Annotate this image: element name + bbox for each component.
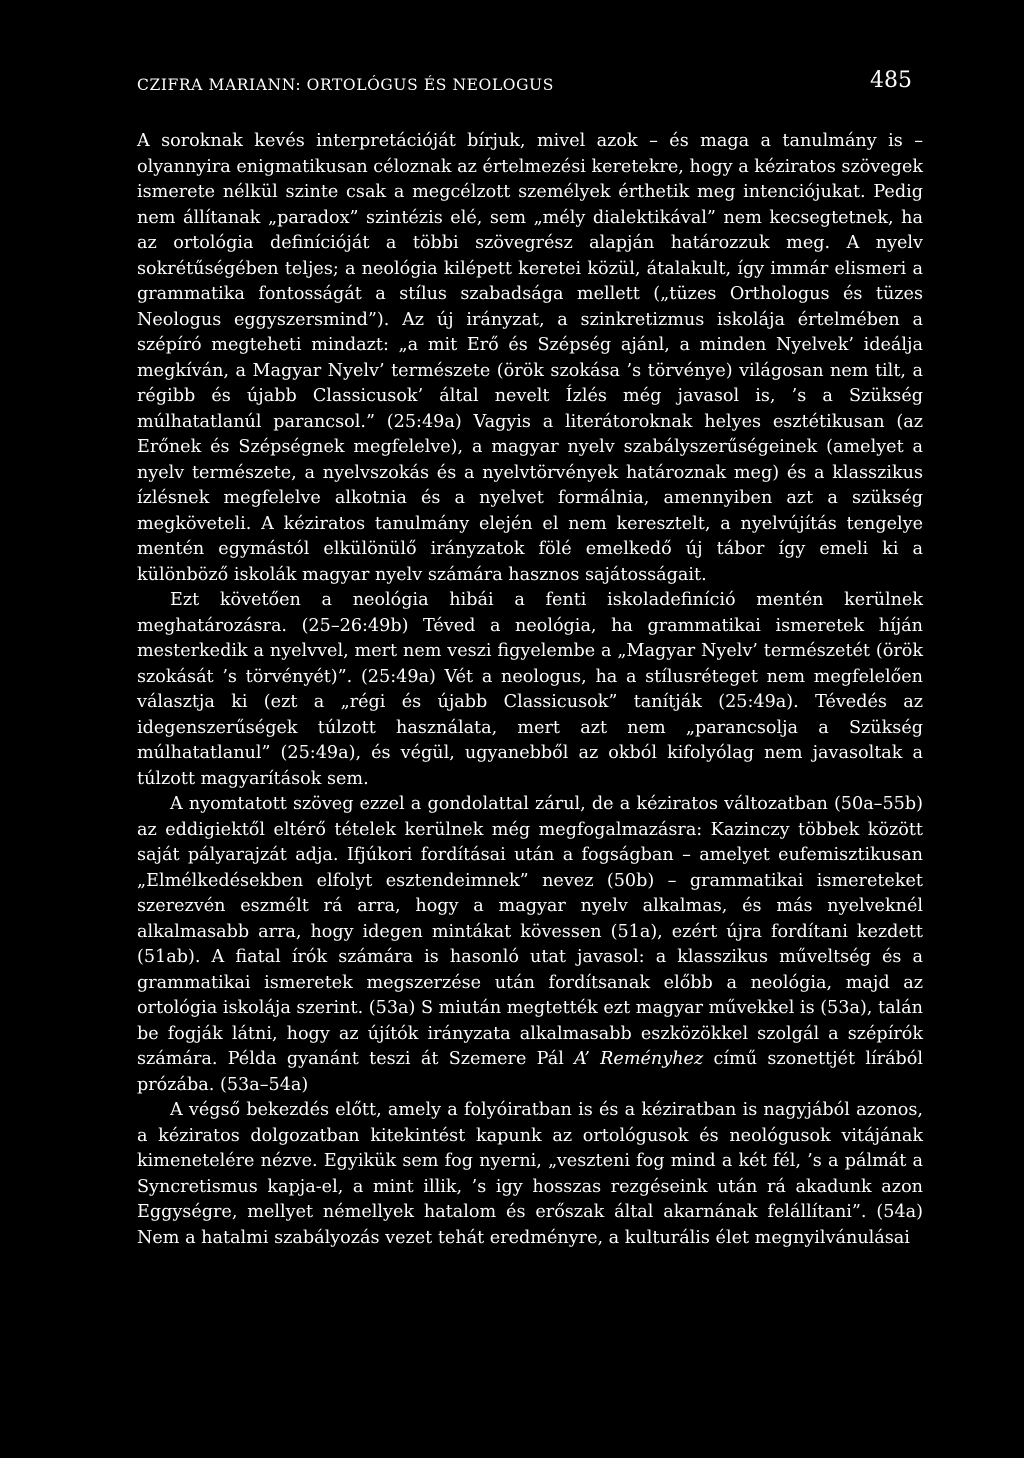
body-text — [137, 129, 923, 1251]
paragraph-3-text-after: című szonettjét lírából prózába. (53a–54a) — [137, 1049, 923, 1095]
running-header — [137, 68, 912, 102]
running-title — [137, 76, 554, 94]
paragraph-3-text-before: A nyomtatott szöveg ezzel a gondolattal zárul, de a kéziratos változatban (50a–55b) az eddigiektől eltérő tételek kerülnek még megfogalmazásra: Kazinczy többek között saját pályarajzát adja. Ifjúkori fordításai után a fogságban – amelyet eufemisztikusan „Elmélkedésekben elfolyt esztendeimnek” nevez (50b) – grammatikai ismereteket szerezvén eszmélt rá arra, hogy a magyar nyelv alkalmas, és más nyelveknél alkalmasabb arra, hogy idegen mintákat kövessen (51a), ezért újra fordítani kezdett (51ab). A fiatal írók számára is hasonló utat javasol: a klasszikus műveltség és a grammatikai ismeretek megszerzése után fordítsanak előbb a neológia, majd az ortológia iskolája szerint. (53a) S miután megtették ezt magyar művekkel is (53a), talán be fogják látni, hogy az újítók irányzata alkalmasabb eszközökkel szolgál a szépírók számára. Példa gyanánt teszi át Szemere Pál — [137, 794, 923, 1069]
author-name: CZIFRA MARIANN: — [137, 76, 302, 94]
poem-title: A’ Reményhez — [574, 1049, 704, 1069]
paragraph-2: Ezt követően a neológia hibái a fenti iskoladefiníció mentén kerülnek meghatározásra. (25–26:49b) Téved a neológia, ha grammatikai ismeretek híján mesterkedik a nyelvvel, mert nem veszi figyelembe a „Magyar Nyelv’ természetét (örök szokását ’s törvényét)”. (25:49a) Vét a neologus, ha a stílusréteget nem megfelelően választja ki (ezt a „régi és újabb Classicusok” tanítják (25:49a). Tévedés az idegenszerűségek túlzott használata, mert azt nem „parancsolja a Szükség múlhatatlanul” (25:49a), és végül, ugyanebből az okból kifolyólag nem javasoltak a túlzott magyarítások sem. — [137, 590, 923, 789]
article-title: ORTOLÓGUS ÉS NEOLOGUS — [301, 76, 554, 94]
paragraph-4: A végső bekezdés előtt, amely a folyóiratban is és a kéziratban is nagyjából azonos, a kéziratos dolgozatban kitekintést kapunk az ortológusok és neológusok vitájának kimenetelére nézve. Egyikük sem fog nyerni, „veszteni fog mind a két fél, ’s a pálmát a Syncretismus kapja-el, a mint illik, ’s igy hosszas rezgéseink után rá akadunk azon Eggységre, mellyet némellyek hatalom és erőszak által akarnának felállítani”. (54a) Nem a hatalmi szabályozás vezet tehát eredményre, a kulturális élet megnyilvánulásai — [137, 1100, 923, 1248]
paragraph-1: A soroknak kevés interpretációját bírjuk, mivel azok – és maga a tanulmány is – olyannyira enigmatikusan céloznak az értelmezési keretekre, hogy a kéziratos szövegek ismerete nélkül szinte csak a megcélzott személyek érthetik meg intenciójukat. Pedig nem állítanak „paradox” szintézis elé, sem „mély dialektikával” nem kecsegtetnek, ha az ortológia definícióját a többi szövegrész alapján határozzuk meg. A nyelv sokrétűségében teljes; a neológia kilépett keretei közül, átalakult, így immár elismeri a grammatika fontosságát a stílus szabadsága mellett („tüzes Orthologus és tüzes Neologus eggyszersmind”). Az új irányzat, a szinkretizmus iskolája értelmében a szépíró megteheti mindazt: „a mit Erő és Szépség ajánl, a minden Nyelvek’ ideálja megkíván, a Magyar Nyelv’ természete (örök szokása ’s törvénye) világosan nem tilt, a régibb és újabb Classicusok’ által nevelt Ízlés még javasol is, ’s a Szükség múlhatatlanúl parancsol.” (25:49a) Vagyis a literátoroknak helyes esztétikusan (az Erőnek és Szépségnek megfelelve), a magyar nyelv szabályszerűségeinek (amelyet a nyelv természete, a nyelvszokás és a nyelvtörvények határoznak meg) és a klasszikus ízlésnek megfelelve alkotnia és a nyelvet formálnia, amennyiben azt a szükség megköveteli. A kéziratos tanulmány elején el nem keresztelt, a nyelvújítás tengelye mentén egymástól elkülönülő irányzatok fölé emelkedő új tábor így emeli ki a különböző iskolák magyar nyelv számára hasznos sajátosságait. — [137, 131, 924, 585]
page-number: 485 — [870, 68, 912, 93]
paragraph-3 — [137, 792, 923, 1098]
